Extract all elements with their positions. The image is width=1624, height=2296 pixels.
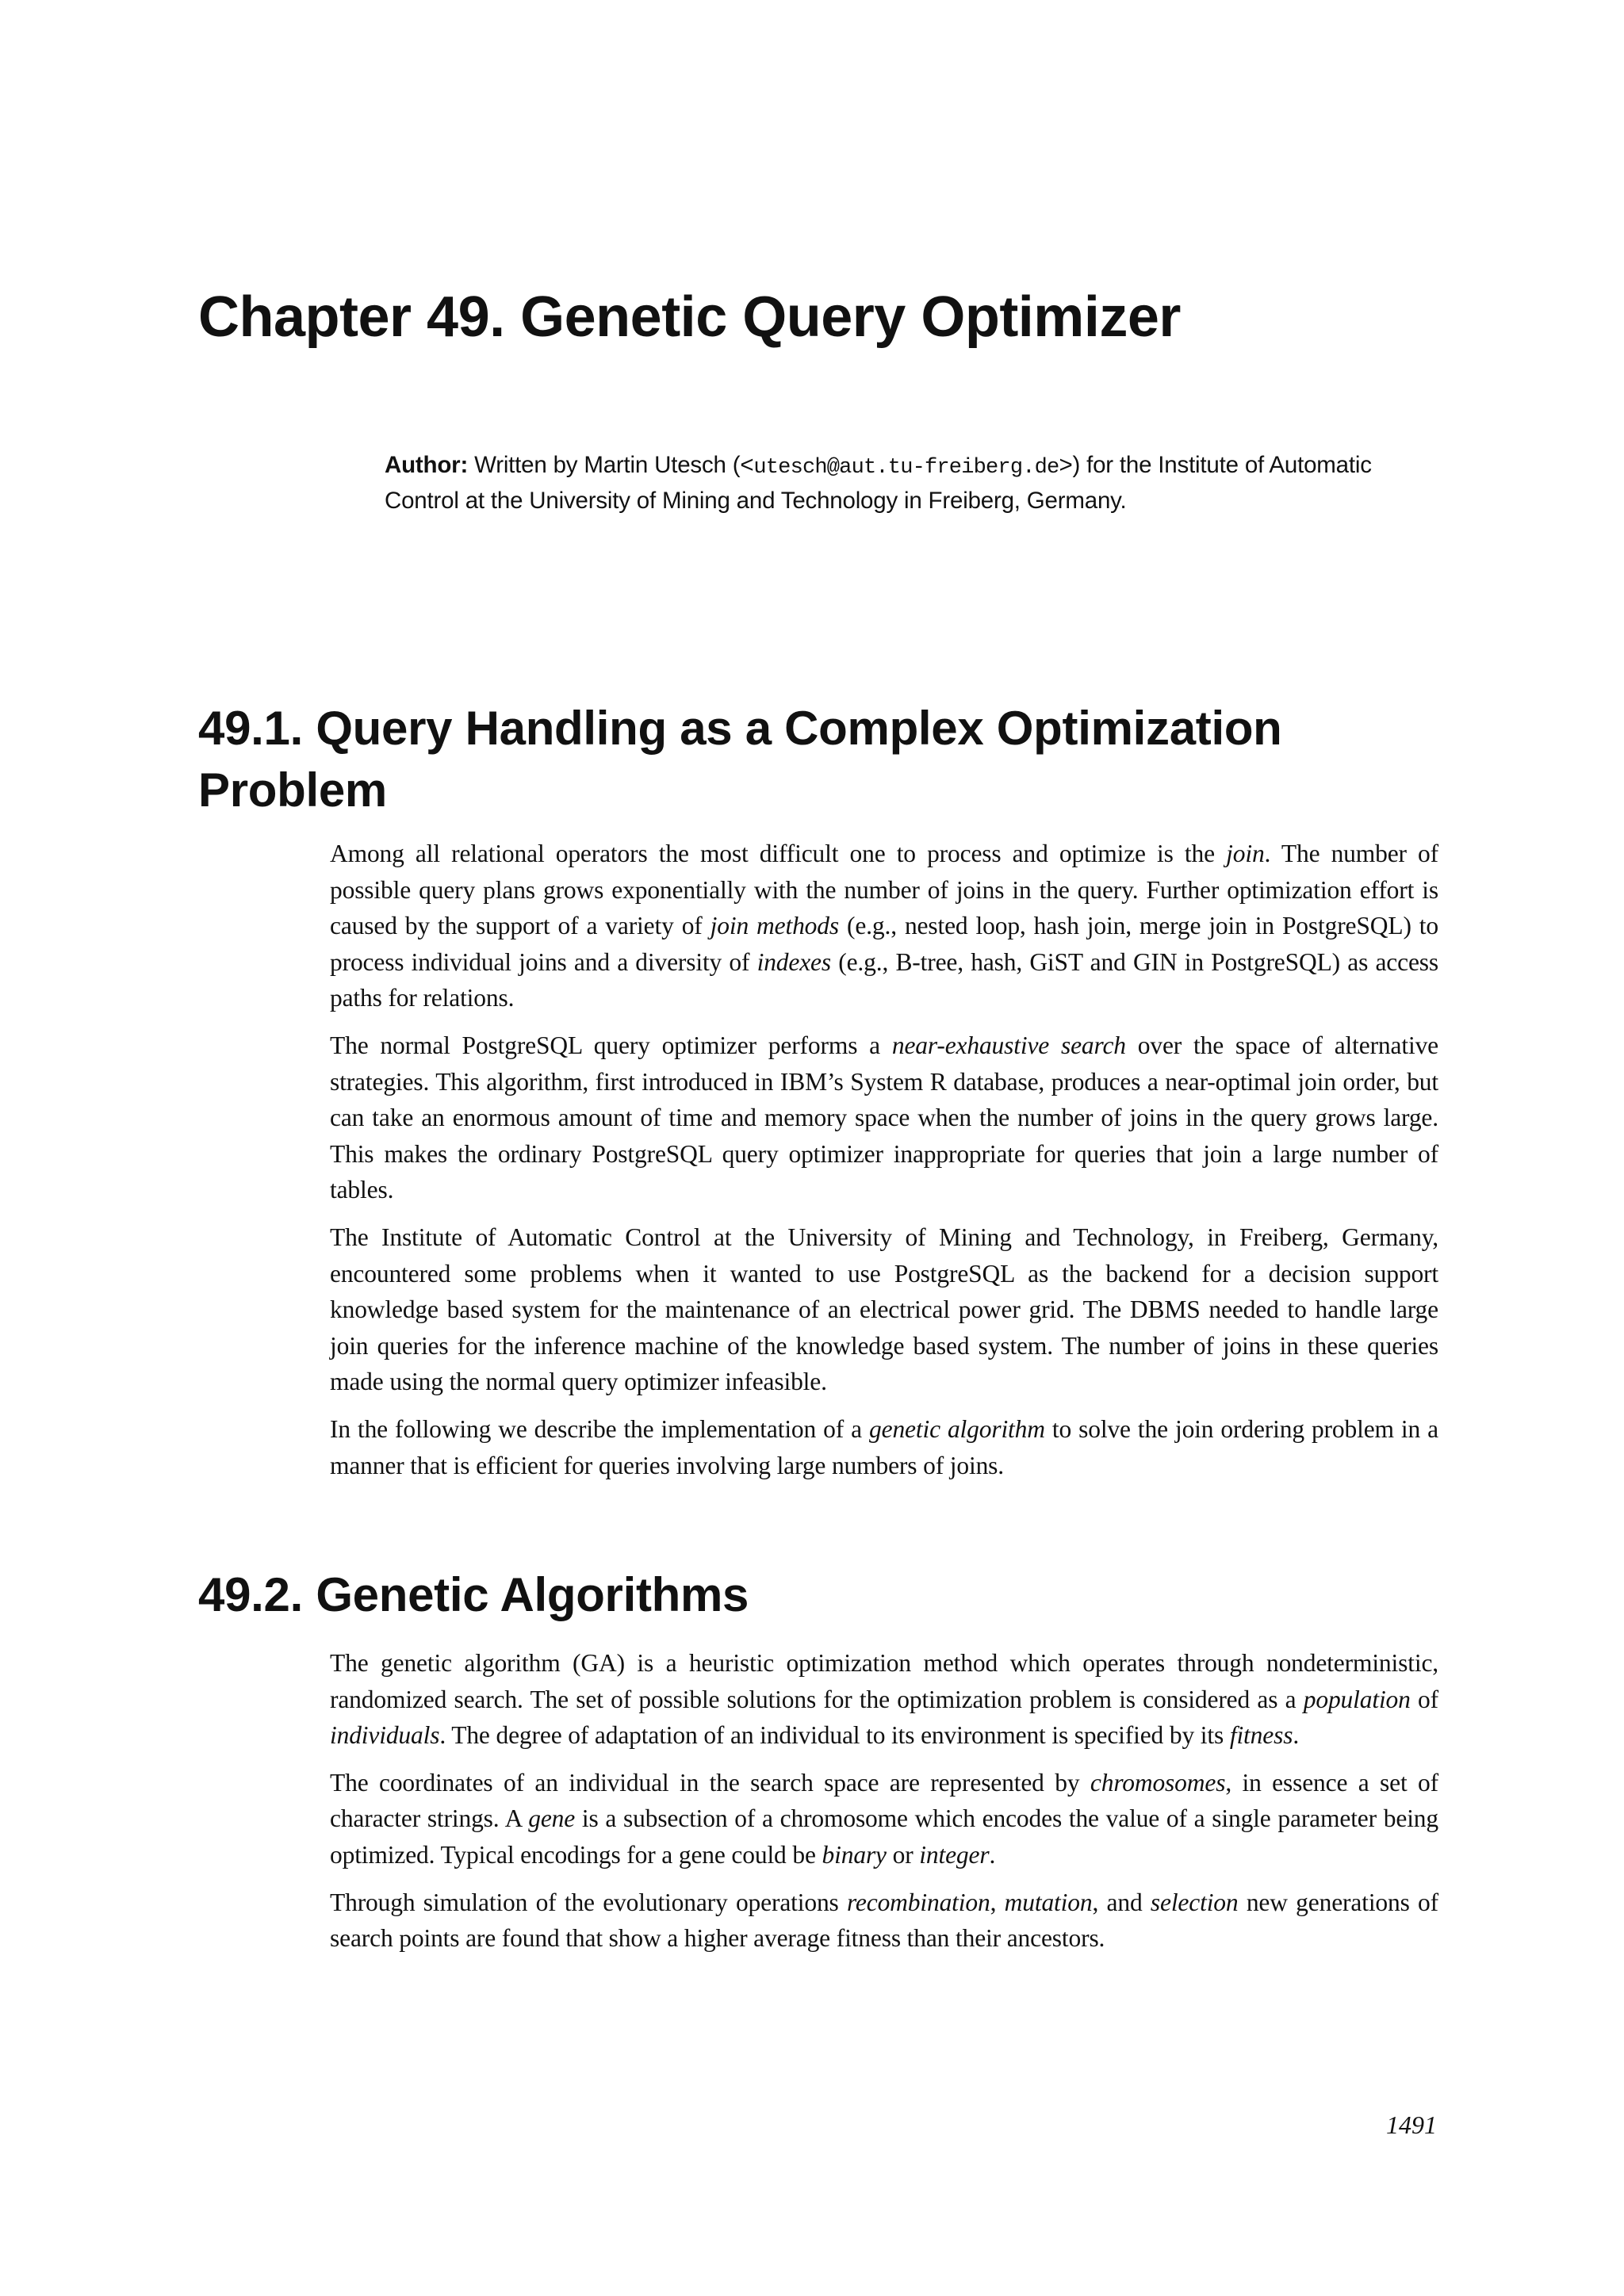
text-run: The coordinates of an individual in the search space are represented by bbox=[330, 1768, 1090, 1797]
text-run: The normal PostgreSQL query optimizer performs a bbox=[330, 1031, 892, 1059]
emphasis-join-methods: join methods bbox=[710, 912, 839, 940]
text-run: Among all relational operators the most difficult one to process and optimize is the bbox=[330, 840, 1227, 867]
text-run: , in essence a set of character strings. A bbox=[330, 1768, 1438, 1833]
emphasis-genetic-algorithm: genetic algorithm bbox=[869, 1414, 1045, 1443]
text-run: (e.g., B-tree, hash, GiST and GIN in PostgreSQL) as access paths for relations. bbox=[330, 947, 1439, 1012]
emphasis-gene: gene bbox=[528, 1804, 576, 1833]
paragraph bbox=[330, 1027, 1438, 1208]
text-run: (e.g., nested loop, hash join, merge join in PostgreSQL) to process individual joins and a diversity of bbox=[330, 912, 1438, 976]
text-run: is a subsection of a chromosome which encodes the value of a single parameter being optimized. Typical encodings for a gene could be bbox=[330, 1804, 1438, 1869]
text-run: . The number of possible query plans grows exponentially with the number of joins in the query. Further optimization effort is caused by the support of a variety of bbox=[330, 840, 1438, 940]
text-run: Through simulation of the evolutionary operations bbox=[330, 1888, 847, 1916]
emphasis-join: join bbox=[1226, 840, 1265, 867]
text-run: to solve the join ordering problem in a manner that is efficient for queries involving large numbers of joins. bbox=[330, 1414, 1438, 1479]
paragraph bbox=[330, 1645, 1438, 1754]
section-title-genetic-algorithms: 49.2. Genetic Algorithms bbox=[198, 1568, 749, 1621]
paragraph bbox=[330, 836, 1438, 1016]
section-body-genetic-algorithms bbox=[330, 1645, 1438, 1968]
emphasis-fitness: fitness bbox=[1229, 1721, 1293, 1750]
author-email-link[interactable]: utesch@aut.tu-freiberg.de bbox=[753, 456, 1059, 480]
text-run: In the following we describe the implementation of a bbox=[330, 1414, 870, 1443]
emphasis-near-exhaustive-search: near-exhaustive search bbox=[891, 1031, 1126, 1059]
emphasis-individuals: individuals bbox=[330, 1721, 440, 1750]
page-number: 1491 bbox=[1386, 2110, 1437, 2139]
paragraph bbox=[330, 1765, 1438, 1873]
text-run: , and bbox=[1092, 1888, 1151, 1916]
text-run: The genetic algorithm (GA) is a heuristic optimization method which operates through nondeterministic, randomized search. The set of possible solutions for the optimization problem is considered as a bbox=[330, 1649, 1438, 1713]
paragraph bbox=[330, 1411, 1438, 1483]
text-run: . bbox=[1293, 1721, 1300, 1750]
emphasis-population: population bbox=[1303, 1685, 1411, 1713]
author-text: Written by Martin Utesch (< bbox=[468, 452, 754, 478]
emphasis-selection: selection bbox=[1150, 1888, 1239, 1916]
text-run: new generations of search points are found that show a higher average fitness than their ancestors. bbox=[330, 1888, 1438, 1953]
emphasis-integer: integer bbox=[919, 1840, 990, 1869]
text-run: . The degree of adaptation of an individual to its environment is specified by its bbox=[439, 1721, 1230, 1750]
emphasis-chromosomes: chromosomes bbox=[1090, 1768, 1226, 1797]
paragraph bbox=[330, 1885, 1438, 1957]
emphasis-mutation: mutation bbox=[1004, 1888, 1093, 1916]
text-run: over the space of alternative strategies. This algorithm, first introduced in IBM’s System R database, produces a near-optimal join order, but can take an enormous amount of time and memory space when the number of joins in the query grows large. This makes the ordinary PostgreSQL query optimizer inappropriate for queries that join a large number of tables. bbox=[330, 1031, 1438, 1204]
author-label: Author: bbox=[385, 452, 469, 478]
emphasis-indexes: indexes bbox=[756, 947, 831, 976]
emphasis-binary: binary bbox=[822, 1840, 887, 1869]
emphasis-recombination: recombination bbox=[846, 1888, 990, 1916]
text-run: or bbox=[886, 1840, 920, 1869]
text-run: , bbox=[990, 1888, 1005, 1916]
author-note bbox=[385, 449, 1439, 518]
text-run: . bbox=[989, 1840, 996, 1869]
chapter-title: Chapter 49. Genetic Query Optimizer bbox=[198, 285, 1181, 349]
author-text-after: >) for the Institute of Automatic Control at the University of Mining and Technology in Freiberg, Germany. bbox=[385, 452, 1372, 514]
text-run: of bbox=[1410, 1685, 1438, 1713]
paragraph: The Institute of Automatic Control at the University of Mining and Technology, in Freiberg, Germany, encountered some problems when it wanted to use PostgreSQL as the backend for a decision support knowledge based system for the maintenance of an electrical power grid. The DBMS needed to handle large join queries for the inference machine of the knowledge based system. The number of joins in these queries made using the normal query optimizer infeasible. bbox=[330, 1223, 1438, 1396]
section-body-query-handling bbox=[330, 836, 1438, 1494]
section-title-query-handling: 49.1. Query Handling as a Complex Optimization Problem bbox=[198, 702, 1282, 817]
